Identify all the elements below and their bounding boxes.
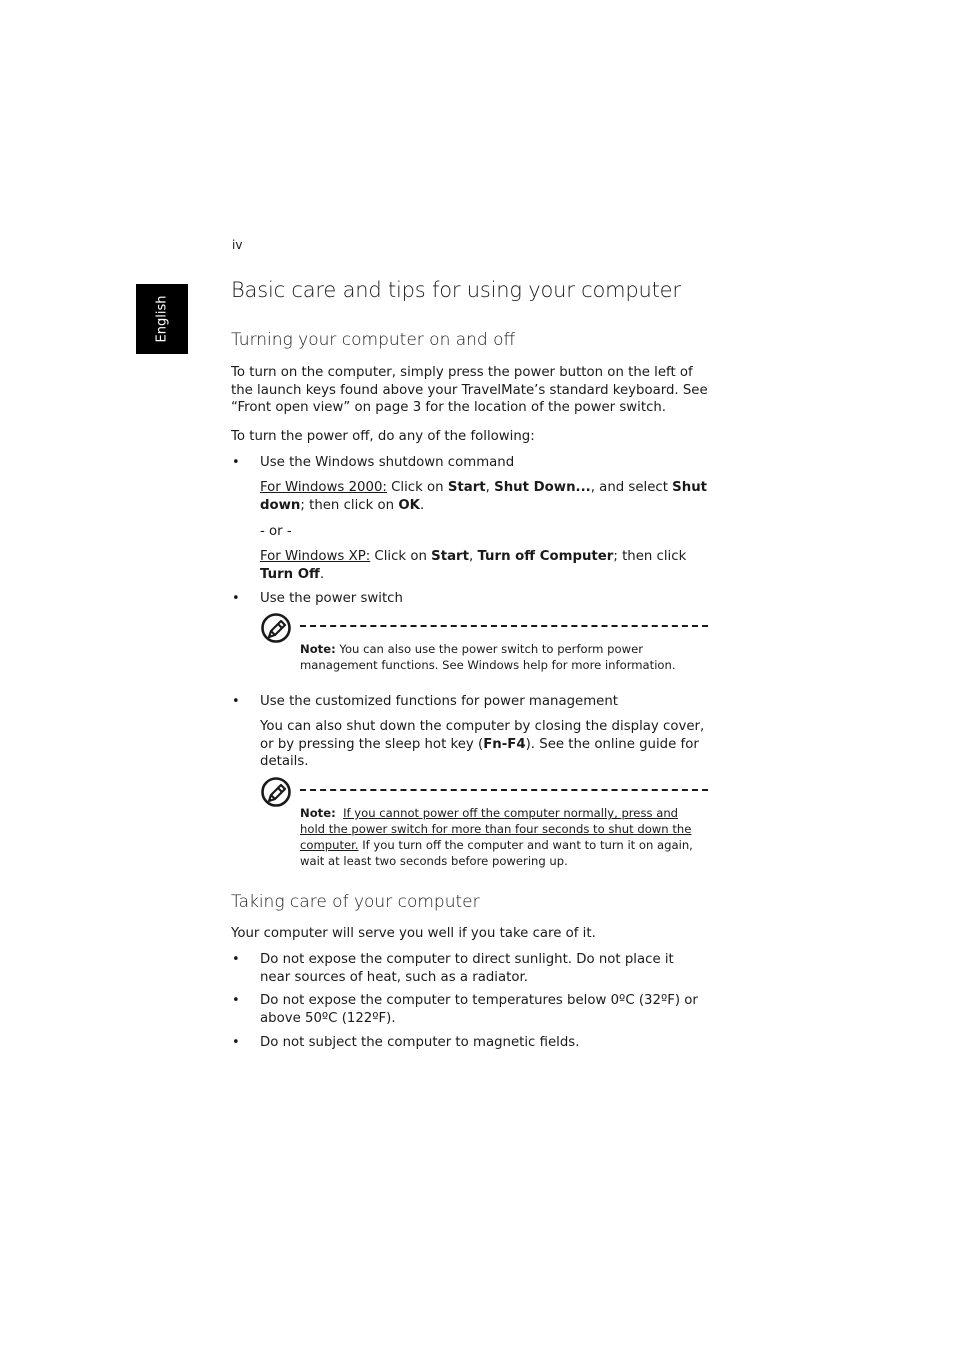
intro-paragraph: To turn on the computer, simply press the power button on the left of the launch keys found above your TravelMate’s standard keyboard. See “Front open view” on page 3 for the location of the power switch. bbox=[231, 365, 708, 415]
note-divider bbox=[300, 789, 708, 791]
care-intro: Your computer will serve you well if you take care of it. bbox=[231, 926, 596, 941]
bullet-shutdown-command: Use the Windows shutdown command bbox=[260, 455, 515, 470]
language-tab bbox=[136, 284, 188, 354]
bullet-power-switch: Use the power switch bbox=[260, 591, 403, 606]
note-force-shutdown bbox=[300, 805, 698, 869]
note-text: If you turn off the computer and want to turn it on again, wait at least two seconds before powering up. bbox=[300, 838, 693, 868]
shut-down-term: Shut Down... bbox=[494, 480, 591, 495]
windows-xp-label: For Windows XP: bbox=[260, 549, 371, 564]
note-power-management bbox=[300, 641, 700, 673]
shut-down-option-term: Shut down bbox=[260, 480, 708, 513]
care-bullet-magnetic: Do not subject the computer to magnetic fields. bbox=[260, 1035, 580, 1050]
text-fragment: , and select bbox=[590, 480, 673, 495]
text-fragment: . bbox=[319, 566, 325, 582]
text-fragment: , bbox=[468, 549, 478, 564]
ok-term: OK bbox=[398, 497, 420, 513]
note-divider bbox=[300, 625, 708, 627]
note-text: You can also use the power switch to perform power management functions. See Windows help for more information. bbox=[300, 642, 676, 672]
hotkey-term: Fn-F4 bbox=[483, 736, 526, 752]
text-fragment: ). See the online guide for details. bbox=[260, 736, 699, 769]
bullet-marker: • bbox=[232, 694, 240, 709]
text-fragment: ; then click bbox=[613, 549, 687, 564]
note-pencil-icon bbox=[261, 613, 291, 643]
note-pencil-icon bbox=[261, 777, 291, 807]
care-bullet-sunlight: Do not expose the computer to direct sunlight. Do not place it near sources of heat, such as a radiator. bbox=[260, 952, 674, 985]
windows-2000-instructions bbox=[260, 479, 710, 514]
language-tab-label: English bbox=[154, 295, 170, 343]
turn-off-term: Turn Off bbox=[260, 566, 320, 582]
bullet-marker: • bbox=[232, 1035, 240, 1050]
bullet-marker: • bbox=[232, 455, 240, 470]
text-fragment: You can also shut down the computer by closing the display cover, or by pressing the sleep hot key ( bbox=[260, 719, 705, 752]
bullet-marker: • bbox=[232, 591, 240, 606]
bullet-custom-power-functions: Use the customized functions for power management bbox=[260, 694, 618, 709]
windows-xp-instructions bbox=[260, 548, 710, 583]
text-fragment: Click on bbox=[386, 480, 448, 495]
text-fragment: , bbox=[485, 480, 495, 495]
note-underlined-text: If you cannot power off the computer normally, press and hold the power switch for more than four seconds to shut down the computer. bbox=[300, 806, 692, 852]
sleep-hotkey-paragraph bbox=[260, 718, 710, 771]
note-label: Note: bbox=[300, 806, 336, 820]
text-fragment: ; then click on bbox=[300, 497, 399, 513]
bullet-marker: • bbox=[232, 993, 240, 1008]
note-label: Note: bbox=[300, 642, 336, 656]
start-term: Start bbox=[447, 480, 486, 495]
section-heading-on-off: Turning your computer on and off bbox=[231, 330, 516, 350]
or-separator: - or - bbox=[260, 524, 292, 539]
turn-off-computer-term: Turn off Computer bbox=[477, 549, 614, 564]
section-heading-care: Taking care of your computer bbox=[231, 892, 480, 912]
poweroff-intro: To turn the power off, do any of the following: bbox=[231, 429, 535, 444]
page-title: Basic care and tips for using your computer bbox=[231, 278, 681, 302]
windows-2000-label: For Windows 2000: bbox=[260, 480, 387, 495]
page-number: iv bbox=[232, 238, 243, 252]
text-fragment: Click on bbox=[370, 549, 432, 564]
text-fragment: . bbox=[419, 497, 425, 513]
bullet-marker: • bbox=[232, 952, 240, 967]
care-bullet-temperature: Do not expose the computer to temperatures below 0ºC (32ºF) or above 50ºC (122ºF). bbox=[260, 993, 698, 1026]
start-term: Start bbox=[431, 549, 469, 564]
